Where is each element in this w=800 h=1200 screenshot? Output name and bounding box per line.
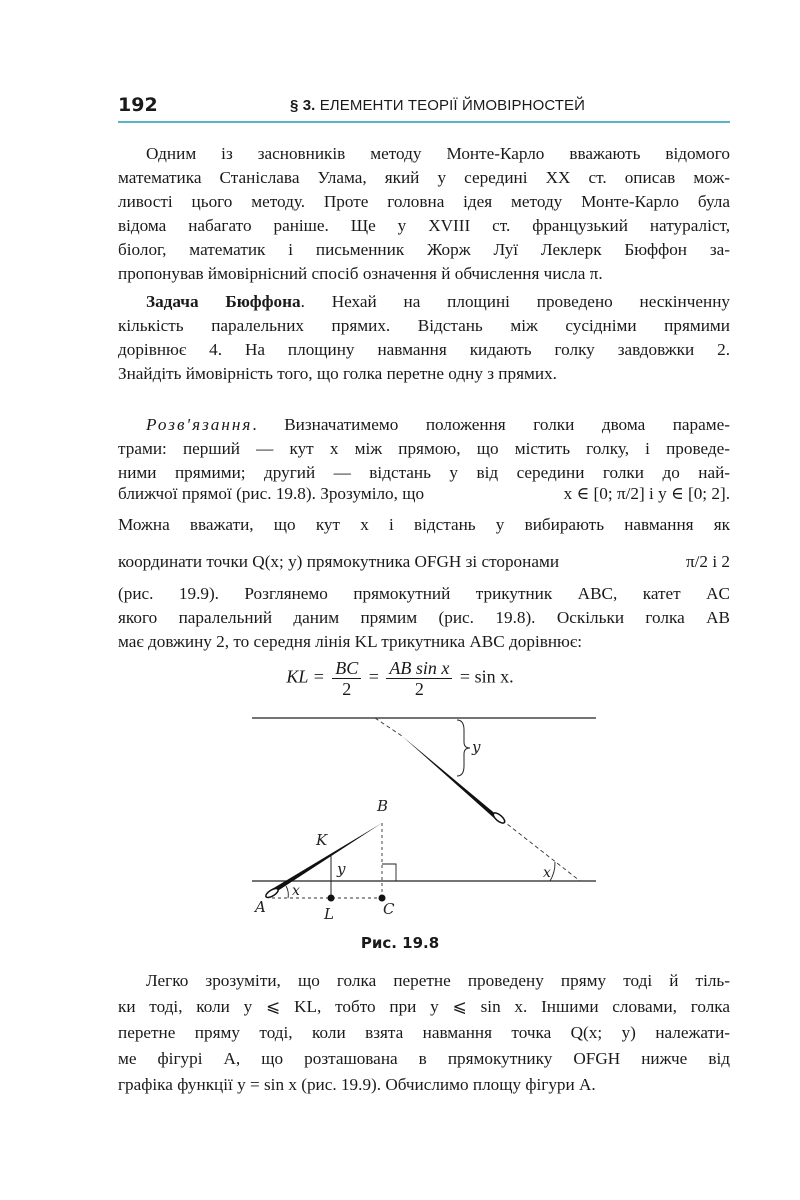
page-number: 192 — [118, 94, 158, 116]
text-line: математика Станіслава Улама, який у середині XX ст. описав мож- — [118, 168, 730, 187]
fraction-numerator: AB sin x — [386, 658, 452, 679]
text-part: ближчої прямої (рис. 19.8). Зрозуміло, що — [118, 484, 425, 503]
text-line — [118, 542, 730, 582]
formula-equals: = — [368, 666, 379, 687]
text-line: ки тоді, коли y ⩽ KL, тобто при y ⩽ sin x. Іншими словами, голка — [118, 997, 730, 1016]
fraction-numerator: BC — [332, 658, 361, 679]
problem-text: . Нехай на площині проведено нескінченну — [300, 292, 731, 311]
needle-eye — [492, 811, 507, 825]
text-line: Знайдіть ймовірність того, що голка перетне одну з прямих. — [118, 364, 557, 383]
text-line: трами: перший — кут x між прямою, що містить голку, і проведе- — [118, 439, 730, 458]
solution-label: Розв'язання — [146, 415, 253, 434]
distance-brace — [457, 720, 470, 776]
text-line: біолог, математик і письменник Жорж Луї Леклерк Бюффон за- — [118, 240, 730, 259]
formula-rhs: = sin x. — [459, 666, 514, 687]
solution-text: . Визначатимемо положення голки двома параме- — [252, 415, 730, 434]
label-y-upper: y — [472, 738, 481, 756]
label-x-left: x — [292, 883, 300, 899]
text-line — [118, 290, 730, 314]
label-c: C — [383, 900, 395, 918]
text-line: Легко зрозуміти, що голка перетне проведену пряму тоді й тіль- — [146, 971, 730, 990]
point-l — [328, 895, 335, 902]
needle-extension-dashed — [375, 718, 402, 736]
problem-title: Задача Бюффона — [146, 292, 301, 311]
text-line: ливості цього методу. Проте головна ідея методу Монте-Карло була — [118, 192, 730, 211]
text-line: ме фігурі A, що розташована в прямокутнику OFGH нижче від — [118, 1049, 730, 1068]
text-line: відома набагато раніше. Ще у XVIII ст. французький натураліст, — [118, 216, 730, 235]
conclusion-paragraph — [118, 968, 730, 1098]
figure-caption: Рис. 19.8 — [360, 934, 440, 952]
fraction-2 — [386, 658, 452, 699]
text-line: має довжину 2, то середня лінія KL трикутника ABC дорівнює: — [118, 632, 583, 651]
text-line: Можна вважати, що кут x і відстань y вибирають навмання як — [118, 515, 730, 534]
header-rule — [118, 121, 730, 123]
label-y-lower: y — [337, 860, 346, 878]
upper-needle — [402, 736, 503, 822]
text-line: ними прямими; другий — відстань y від середини голки до най- — [118, 463, 730, 482]
needle-eye — [264, 887, 279, 900]
fraction-denominator: 2 — [342, 679, 352, 699]
solution-cont — [118, 513, 730, 537]
problem-paragraph — [118, 290, 730, 386]
angle-arc-a — [286, 886, 288, 898]
text-line: якого паралельний даним прямим (рис. 19.8). Оскільки голка AB — [118, 608, 730, 627]
text-line: кількість паралельних прямих. Відстань між сусідніми прямими — [118, 316, 730, 335]
text-line — [118, 413, 730, 437]
right-angle-mark — [382, 864, 396, 881]
interval-math: x ∈ [0; π/2] і y ∈ [0; 2]. — [563, 484, 730, 503]
text-line: графіка функції y = sin x (рис. 19.9). Обчислимо площу фігури A. — [118, 1075, 596, 1094]
section-title-text: ЕЛЕМЕНТИ ТЕОРІЇ ЙМОВІРНОСТЕЙ — [319, 97, 586, 114]
text-line: (рис. 19.9). Розглянемо прямокутний трикутник ABC, катет AC — [118, 584, 730, 603]
solution-end — [118, 582, 730, 654]
label-k: K — [316, 831, 328, 849]
text-part: координати точки Q(x; y) прямокутника OFGH зі сторонами — [118, 552, 560, 571]
text-line: Одним із засновників методу Монте-Карло вважають відомого — [146, 144, 730, 163]
fraction-denominator: 2 — [414, 679, 424, 699]
text-line: пропонував ймовірнісний спосіб означення й обчислення числа π. — [118, 264, 603, 283]
page-header — [118, 92, 730, 122]
text-line — [118, 474, 730, 514]
solution-math-line — [118, 474, 730, 514]
section-mark: § 3. — [290, 97, 316, 114]
label-a: A — [255, 898, 266, 916]
sides-math: π/2 і 2 — [685, 552, 730, 571]
buffon-needle-figure — [250, 712, 600, 927]
formula-lhs: KL = — [286, 666, 325, 687]
text-line: перетне пряму тоді, коли взята навмання точка Q(x; y) належати- — [118, 1023, 730, 1042]
label-l: L — [324, 905, 334, 923]
text-line: дорівнює 4. На площину навмання кидають голку завдовжки 2. — [118, 340, 730, 359]
fraction-1 — [332, 658, 361, 699]
label-x-right: x — [543, 865, 551, 881]
section-title — [290, 97, 585, 114]
intro-paragraph — [118, 142, 730, 286]
kl-formula — [0, 658, 800, 702]
needle-extension-dashed — [502, 820, 580, 881]
solution-math-line-2 — [118, 542, 730, 582]
label-b: B — [377, 797, 389, 815]
